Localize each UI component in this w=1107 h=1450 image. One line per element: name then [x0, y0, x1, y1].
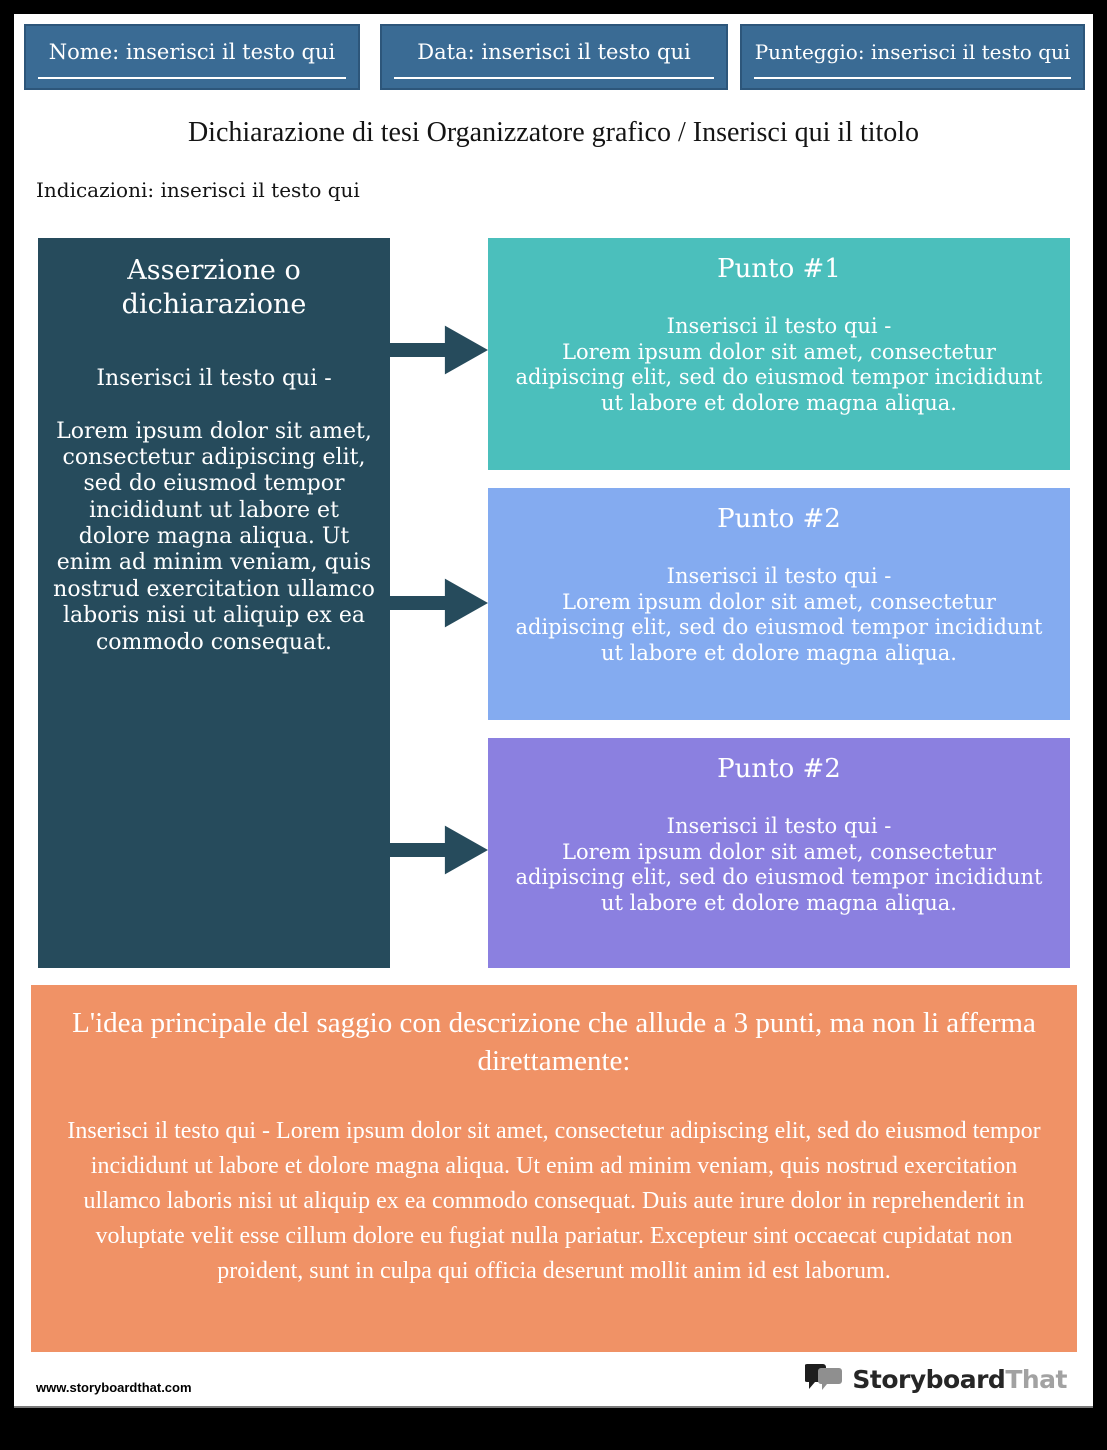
main-idea-heading: L'idea principale del saggio con descrizione che allude a 3 punti, ma non li afferma direttamente: [72, 1007, 1036, 1077]
logo-part-that: That [1005, 1364, 1067, 1394]
point-box-1 [488, 238, 1070, 470]
footer-url: www.storyboardthat.com [36, 1380, 192, 1395]
claim-box [38, 238, 390, 968]
point-1-lorem: Lorem ipsum dolor sit amet, consectetur adipiscing elit, sed do eiusmod tempor incididunt ut labore et dolore magna aliqua. [515, 339, 1043, 415]
main-idea-box [31, 985, 1077, 1352]
arrow-right-icon [390, 821, 488, 879]
logo-part-storyboard: Storyboard [852, 1364, 1006, 1394]
name-field-underline [38, 77, 346, 79]
point-3-placeholder: Inserisci il testo qui - [666, 814, 892, 838]
claim-heading: Asserzione o dichiarazione [121, 255, 307, 320]
score-field-underline [754, 77, 1071, 79]
point-box-2 [488, 488, 1070, 720]
point-3-lorem: Lorem ipsum dolor sit amet, consectetur adipiscing elit, sed do eiusmod tempor incididunt ut labore et dolore magna aliqua. [515, 839, 1043, 915]
point-1-body [510, 314, 1048, 416]
point-2-title: Punto #2 [717, 504, 841, 534]
page-title: Dichiarazione di tesi Organizzatore grafico / Inserisci qui il titolo [187, 117, 920, 148]
main-idea-body-text: Inserisci il testo qui - Lorem ipsum dolor sit amet, consectetur adipiscing elit, sed do eiusmod tempor incididunt ut labore et dolore magna aliqua. Ut enim ad minim veniam, quis nostrud exercitation ullamco laboris nisi ut aliquip ex ea commodo consequat. Duis aute irure dolor in reprehenderit in voluptate velit esse cillum dolore eu fugiat nulla pariatur. Excepteur sint occaecat cupidatat non proident, sunt in culpa qui officia deserunt mollit anim id est laborum. [67, 1118, 1041, 1284]
point-1-placeholder: Inserisci il testo qui - [666, 314, 892, 338]
arrow-right-icon [390, 574, 488, 632]
date-field-underline [394, 77, 714, 79]
arrow-right-icon [390, 321, 488, 379]
date-field-label: Data: inserisci il testo qui [417, 40, 691, 64]
claim-body-text: Lorem ipsum dolor sit amet, consectetur adipiscing elit, sed do eiusmod tempor incididunt ut labore et dolore magna aliqua. Ut enim ad minim veniam, quis nostrud exercitation ullamco laboris nisi ut aliquip ex ea commodo consequat. [53, 418, 375, 655]
page-background [14, 14, 1093, 1408]
name-field-label: Nome: inserisci il testo qui [48, 40, 336, 64]
name-field-box [24, 24, 360, 90]
point-2-body [510, 564, 1048, 666]
score-field-box [740, 24, 1085, 90]
point-2-placeholder: Inserisci il testo qui - [666, 564, 892, 588]
storyboardthat-logo [805, 1362, 1067, 1396]
point-3-title: Punto #2 [717, 754, 841, 784]
logo-wordmark [852, 1365, 1067, 1394]
point-2-lorem: Lorem ipsum dolor sit amet, consectetur adipiscing elit, sed do eiusmod tempor incididunt ut labore et dolore magna aliqua. [515, 589, 1043, 665]
directions-text: Indicazioni: inserisci il testo qui [36, 178, 360, 202]
point-box-3 [488, 738, 1070, 968]
point-1-title: Punto #1 [717, 254, 841, 284]
date-field-box [380, 24, 728, 90]
score-field-label: Punteggio: inserisci il testo qui [754, 40, 1071, 64]
point-3-body [510, 814, 1048, 916]
speech-bubbles-icon [805, 1362, 845, 1396]
claim-placeholder-text: Inserisci il testo qui - [96, 365, 332, 391]
